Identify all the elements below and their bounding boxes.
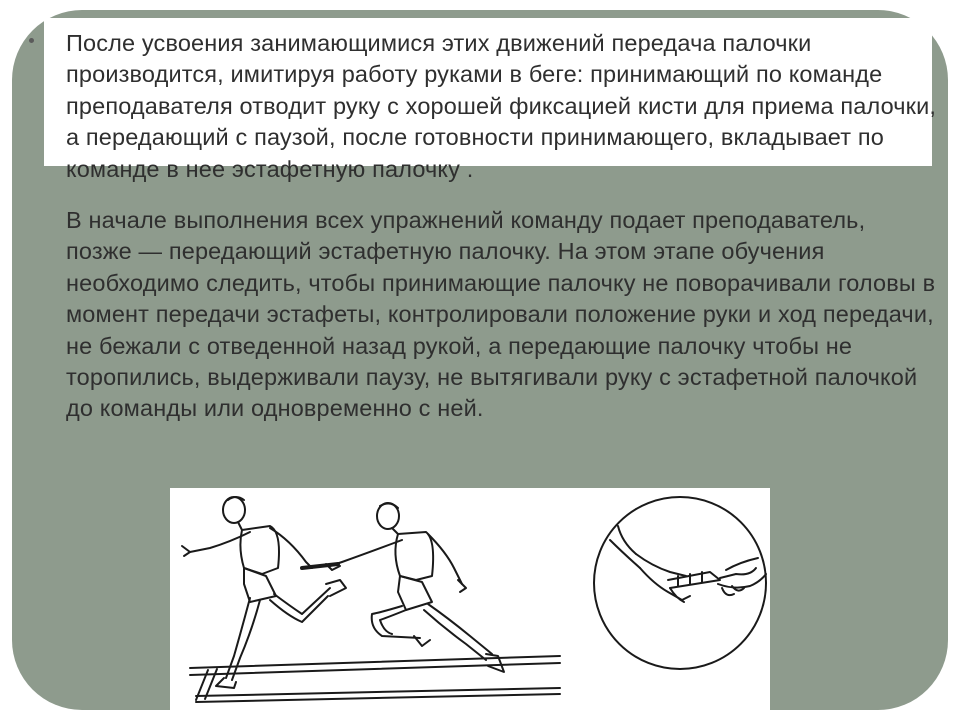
bullet-point <box>29 38 34 43</box>
baton-handoff-closeup-icon <box>594 497 766 669</box>
relay-runner-passing-icon <box>326 503 504 672</box>
relay-runner-receiving-icon <box>182 497 346 688</box>
paragraph-baton-passing-technique: После усвоения занимающимися этих движений передача палочки производится, имитируя работу руками в беге: принимающий по команде преподавателя отводит руку с хорошей фиксацией кисти для приема палочки, а передающий с паузой, после готовности принимающего, вкладывает по команде в нее эстафетную палочку . <box>66 30 937 182</box>
track-lines <box>190 656 560 702</box>
illustration-panel <box>170 488 770 710</box>
paragraph-teaching-instructions: В начале выполнения всех упражнений команду подает преподаватель, позже — передающий эстафетную палочку. На этом этапе обучения необходимо следить, чтобы принимающие палочку не поворачивали головы в момент передачи эстафеты, контролировали положение руки и ход передачи, не бежали с отведенной назад рукой, а передающие палочку чтобы не торопились, выдерживали паузу, не вытягивали руку с эстафетной палочкой до команды или одновременно с ней. <box>66 207 936 422</box>
